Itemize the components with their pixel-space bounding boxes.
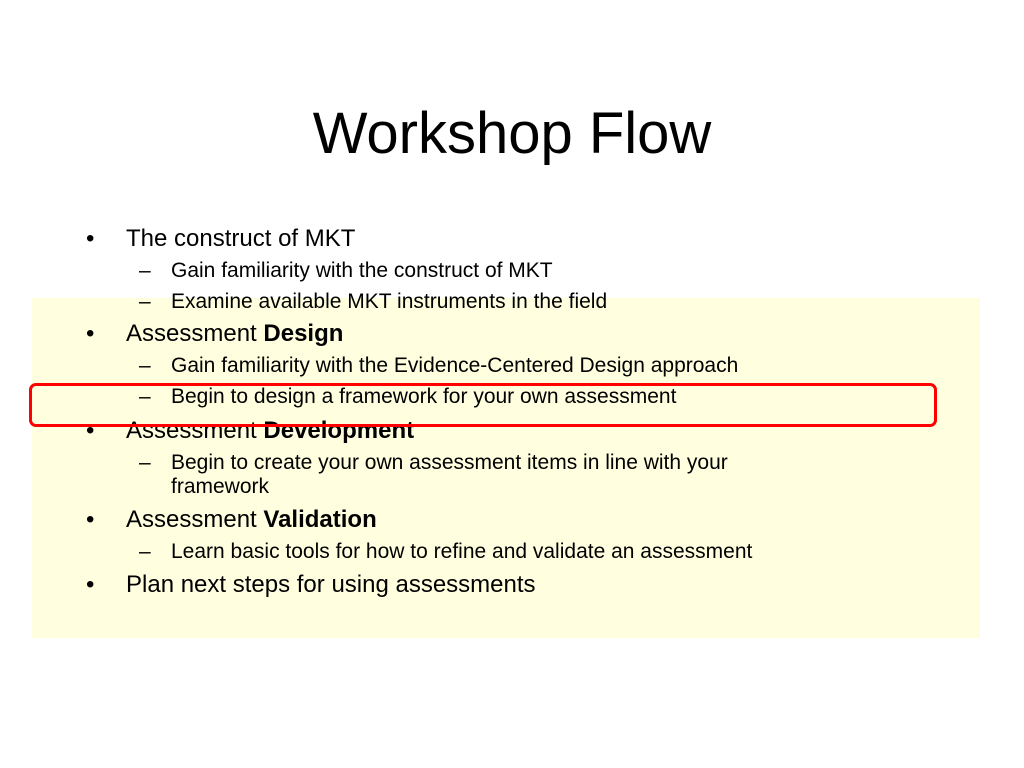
outline-item-design-text: Assessment xyxy=(126,320,264,347)
subitem-examine-instruments: Examine available MKT instruments in the field xyxy=(171,290,608,313)
bullet-marker: • xyxy=(86,320,95,347)
outline-item-validation-text: Assessment xyxy=(126,506,264,533)
bullet-marker: • xyxy=(86,571,95,598)
subitem-construct-familiarity: Gain familiarity with the construct of MKT xyxy=(171,259,553,282)
subitem-ecd-approach: Gain familiarity with the Evidence-Centered Design approach xyxy=(171,354,739,377)
dash-marker: – xyxy=(139,290,151,313)
bullet-marker: • xyxy=(86,506,95,533)
outline-item-development-text: Assessment xyxy=(126,417,264,444)
outline-item-next-steps: Plan next steps for using assessments xyxy=(126,571,536,598)
outline-item-design-bold: Design xyxy=(263,320,344,347)
dash-marker: – xyxy=(139,451,151,474)
outline-item-development-bold: Development xyxy=(263,417,415,444)
subitem-design-framework: Begin to design a framework for your own assessment xyxy=(171,385,677,408)
outline-item-construct: The construct of MKT xyxy=(126,225,356,252)
subitem-create-items-line1: Begin to create your own assessment items in line with your xyxy=(171,451,728,474)
bullet-marker: • xyxy=(86,225,95,252)
slide-title: Workshop Flow xyxy=(312,101,712,166)
dash-marker: – xyxy=(139,259,151,282)
dash-marker: – xyxy=(139,354,151,377)
bullet-marker: • xyxy=(86,417,95,444)
subitem-create-items-line2: framework xyxy=(171,475,270,498)
dash-marker: – xyxy=(139,540,151,563)
subitem-refine-validate: Learn basic tools for how to refine and validate an assessment xyxy=(171,540,753,563)
dash-marker: – xyxy=(139,385,151,408)
callout-highlight-box xyxy=(29,383,937,427)
outline-item-design xyxy=(126,320,343,348)
outline-item-validation xyxy=(126,506,377,534)
outline-item-validation-bold: Validation xyxy=(263,506,377,533)
